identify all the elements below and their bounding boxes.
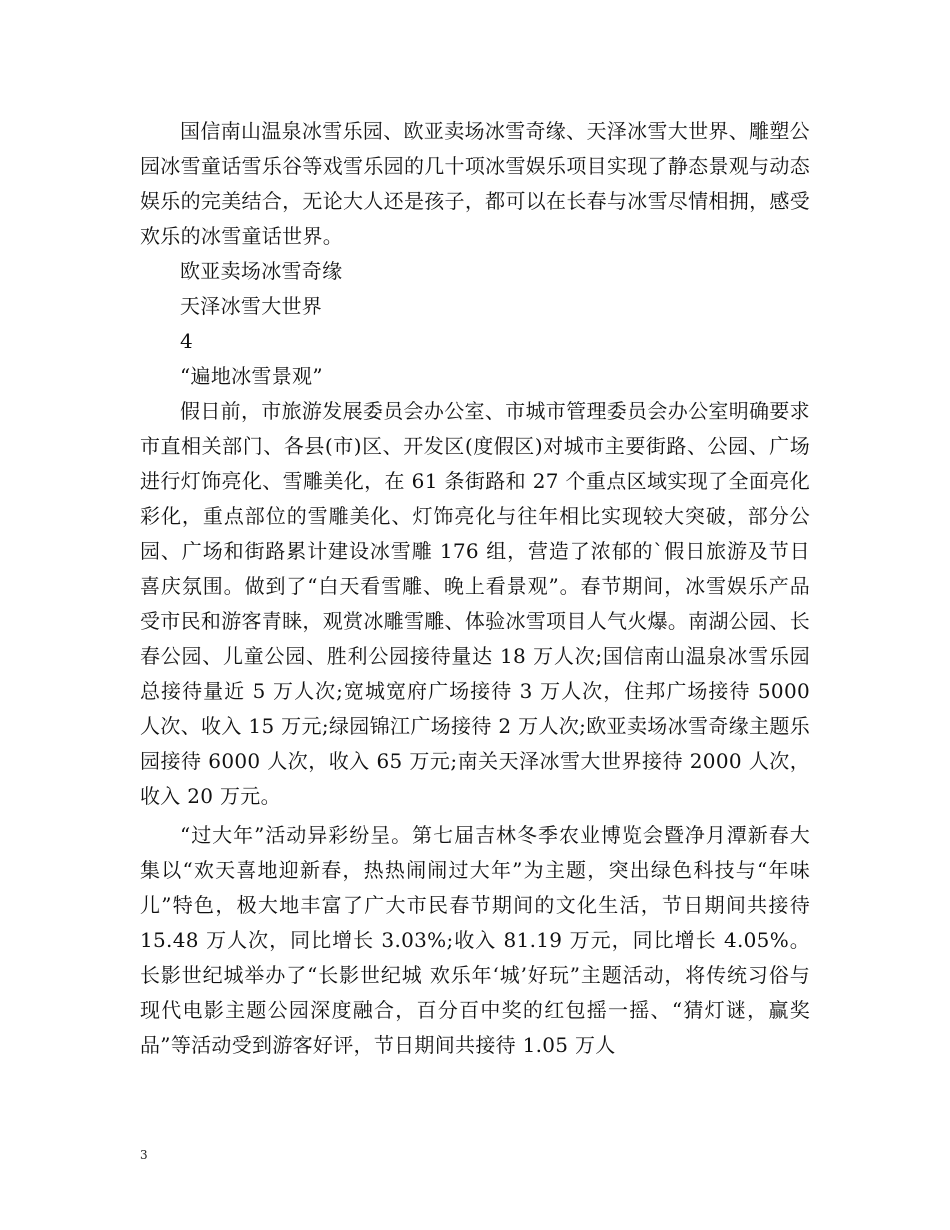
paragraph-ice-landscape: 假日前，市旅游发展委员会办公室、市城市管理委员会办公室明确要求市直相关部门、各县(市)区、开发区(度假区)对城市主要街路、公园、广场进行灯饰亮化、雪雕美化，在 61 条街路和 27 个重点区域实现了全面亮化彩化，重点部位的雪雕美化、灯饰亮化与往年相比实现较大突破，部分公园、广场和街路累计建设冰雪雕 176 组，营造了浓郁的`假日旅游及节日喜庆氛围。做到了“白天看雪雕、晚上看景观”。春节期间，冰雪娱乐产品受市民和游客青睐，观赏冰雕雪雕、体验冰雪项目人气火爆。南湖公园、长春公园、儿童公园、胜利公园接待量达 18 万人次;国信南山温泉冰雪乐园总接待量近 5 万人次;宽城宽府广场接待 3 万人次，住邦广场接待 5000 人次、收入 15 万元;绿园锦江广场接待 2 万人次;欧亚卖场冰雪奇缘主题乐园接待 6000 人次，收入 65 万元;南关天泽冰雪大世界接待 2000 人次，收入 20 万元。 <box>140 399 810 808</box>
line-tianze-ice-world: 天泽冰雪大世界 <box>180 294 323 318</box>
page-number: 3 <box>140 1148 148 1162</box>
paragraph-new-year-events: “过大年”活动异彩纷呈。第七届吉林冬季农业博览会暨净月潭新春大集以“欢天喜地迎新春，热热闹闹过大年”为主题，突出绿色科技与“年味儿”特色，极大地丰富了广大市民春节期间的文化生活，节日期间共接待 15.48 万人次，同比增长 3.03%;收入 81.19 万元，同比增长 4.05%。长影世纪城举办了“长影世纪城 欢乐年‘城’好玩”主题活动，将传统习俗与现代电影主题公园深度融合，百分百中奖的红包摇一摇、“猜灯谜，赢奖品”等活动受到游客好评，节日期间共接待 1.05 万人 <box>140 823 810 1057</box>
line-ouya-ice-romance: 欧亚卖场冰雪奇缘 <box>180 259 343 283</box>
paragraph-ice-parks: 国信南山温泉冰雪乐园、欧亚卖场冰雪奇缘、天泽冰雪大世界、雕塑公园冰雪童话雪乐谷等戏雪乐园的几十项冰雪娱乐项目实现了静态景观与动态娱乐的完美结合，无论大人还是孩子，都可以在长春与冰雪尽情相拥，感受欢乐的冰雪童话世界。 <box>140 119 810 248</box>
line-section-number: 4 <box>180 329 194 353</box>
body-text <box>140 114 810 1063</box>
section-heading: “遍地冰雪景观” <box>180 364 323 388</box>
